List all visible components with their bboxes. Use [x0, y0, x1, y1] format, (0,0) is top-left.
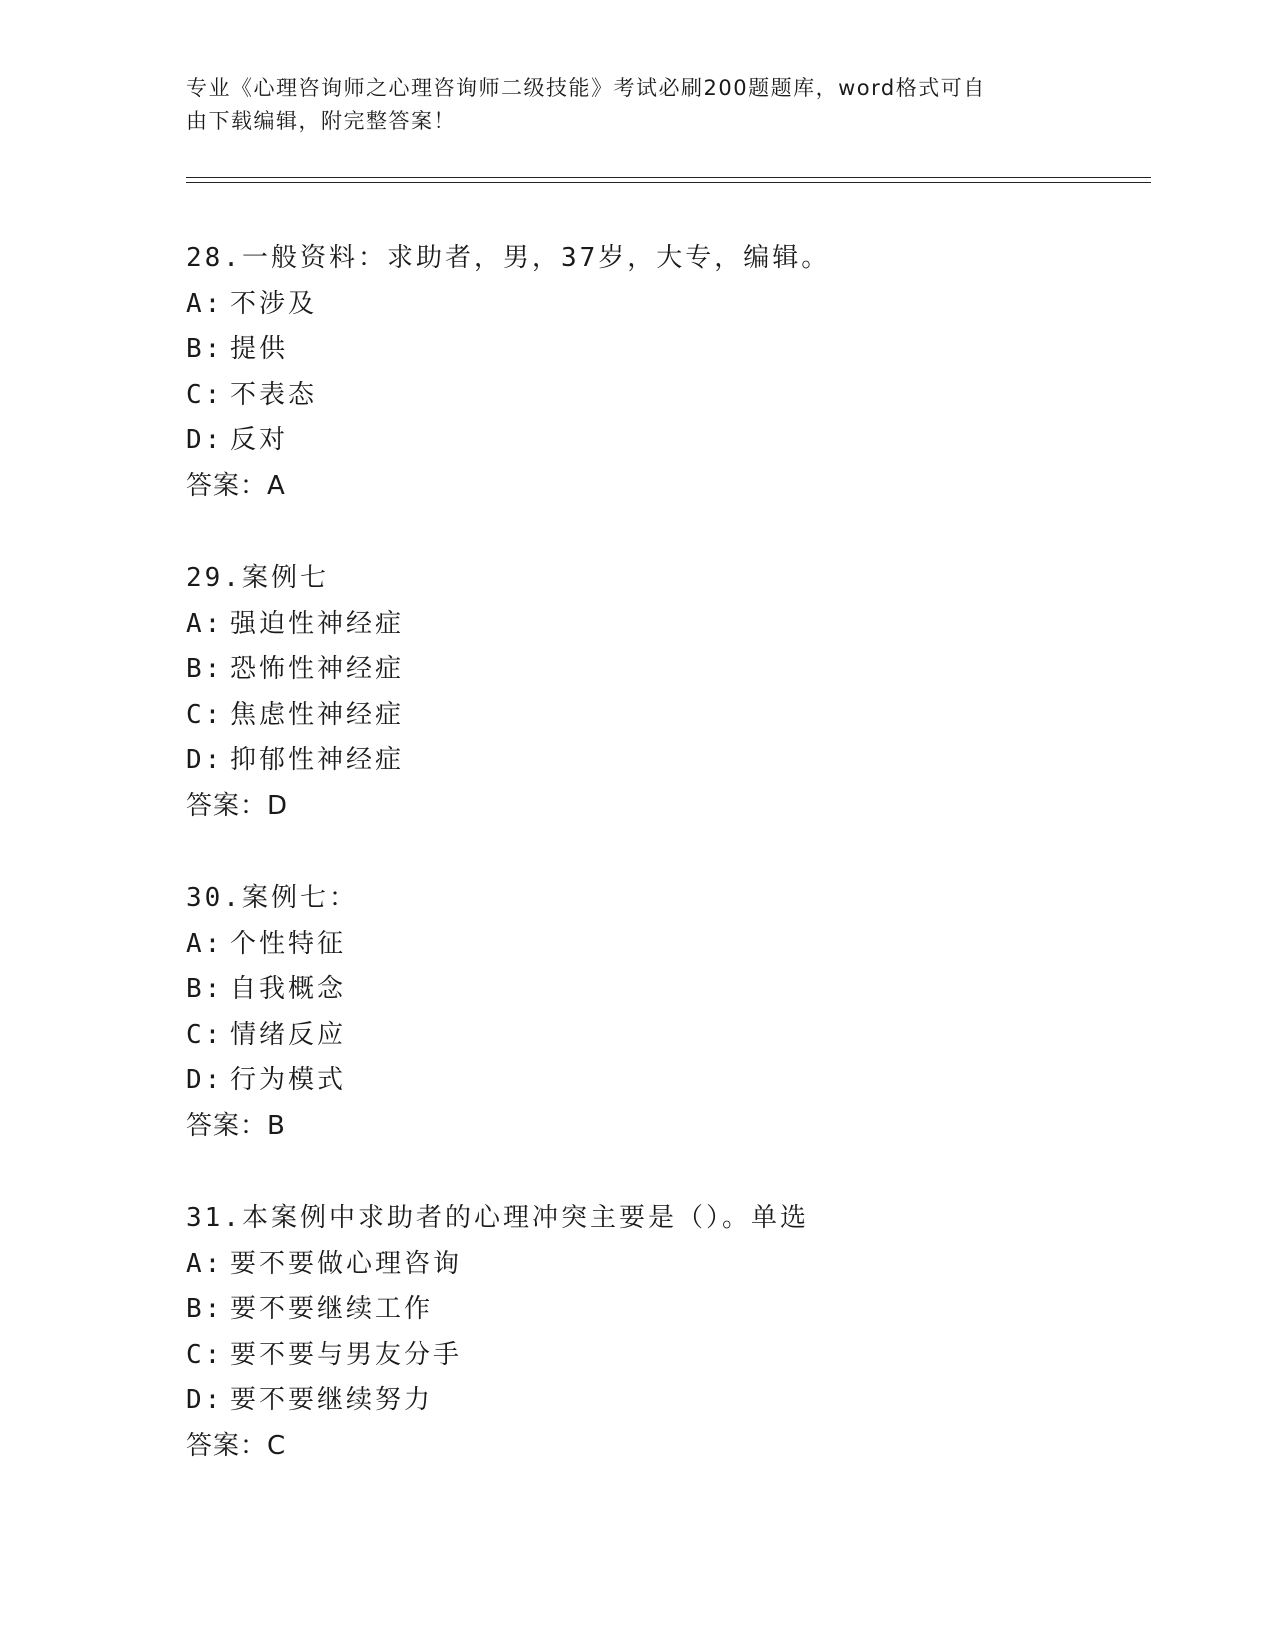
header-divider-bottom — [186, 182, 1151, 183]
option-text: 不表态 — [230, 379, 318, 410]
option-c — [186, 693, 1146, 739]
option-text: 要不要继续努力 — [230, 1385, 434, 1415]
header-divider-top — [186, 177, 1151, 178]
option-text: 情绪反应 — [230, 1019, 347, 1050]
option-a — [186, 922, 1146, 968]
option-a — [186, 282, 1146, 328]
option-text: 强迫性神经症 — [230, 608, 405, 639]
option-d — [186, 1378, 1146, 1424]
question-31 — [186, 1196, 1146, 1469]
option-text: 要不要与男友分手 — [230, 1339, 463, 1370]
option-text: 提供 — [230, 334, 289, 364]
question-stem: 31.本案例中求助者的心理冲突主要是（）。单选 — [186, 1203, 809, 1233]
question-stem: 28.一般资料：求助者，男，37岁，大专，编辑。 — [186, 243, 831, 273]
option-letter: A: — [186, 1248, 224, 1279]
option-letter: B: — [186, 974, 224, 1004]
option-letter: B: — [186, 1294, 224, 1324]
option-b — [186, 967, 1146, 1013]
option-letter: A: — [186, 608, 224, 639]
option-a — [186, 1242, 1146, 1288]
option-letter: A: — [186, 928, 224, 959]
option-text: 个性特征 — [230, 928, 347, 959]
option-d — [186, 418, 1146, 464]
option-letter: D: — [186, 1065, 224, 1095]
header-line-2: 由下载编辑，附完整答案！ — [186, 109, 456, 133]
option-letter: C: — [186, 379, 224, 410]
option-text: 要不要继续工作 — [230, 1294, 434, 1324]
option-letter: A: — [186, 288, 224, 319]
answer-line: 答案：A — [186, 470, 286, 501]
option-text: 抑郁性神经症 — [230, 745, 405, 775]
answer-line: 答案：C — [186, 1430, 287, 1461]
option-text: 要不要做心理咨询 — [230, 1248, 463, 1279]
question-stem: 29.案例七 — [186, 563, 329, 593]
option-letter: C: — [186, 1339, 224, 1370]
option-text: 反对 — [230, 425, 289, 455]
question-29 — [186, 556, 1146, 829]
option-b — [186, 327, 1146, 373]
option-letter: B: — [186, 654, 224, 684]
option-letter: B: — [186, 334, 224, 364]
option-b — [186, 1287, 1146, 1333]
option-letter: D: — [186, 745, 224, 775]
option-c — [186, 1013, 1146, 1059]
option-text: 自我概念 — [230, 974, 347, 1004]
answer-line: 答案：D — [186, 790, 289, 821]
option-a — [186, 602, 1146, 648]
option-letter: C: — [186, 1019, 224, 1050]
header-line-1: 专业《心理咨询师之心理咨询师二级技能》考试必刷200题题库，word格式可自 — [186, 76, 986, 100]
option-letter: C: — [186, 699, 224, 730]
question-stem: 30.案例七： — [186, 883, 358, 913]
option-letter: D: — [186, 1385, 224, 1415]
option-letter: D: — [186, 425, 224, 455]
option-text: 行为模式 — [230, 1065, 347, 1095]
document-header — [186, 72, 1066, 138]
option-c — [186, 373, 1146, 419]
answer-line: 答案：B — [186, 1110, 286, 1141]
option-text: 不涉及 — [230, 288, 318, 319]
option-d — [186, 1058, 1146, 1104]
question-list — [186, 236, 1146, 1516]
question-30 — [186, 876, 1146, 1149]
question-28 — [186, 236, 1146, 509]
option-c — [186, 1333, 1146, 1379]
option-b — [186, 647, 1146, 693]
option-d — [186, 738, 1146, 784]
option-text: 恐怖性神经症 — [230, 654, 405, 684]
option-text: 焦虑性神经症 — [230, 699, 405, 730]
